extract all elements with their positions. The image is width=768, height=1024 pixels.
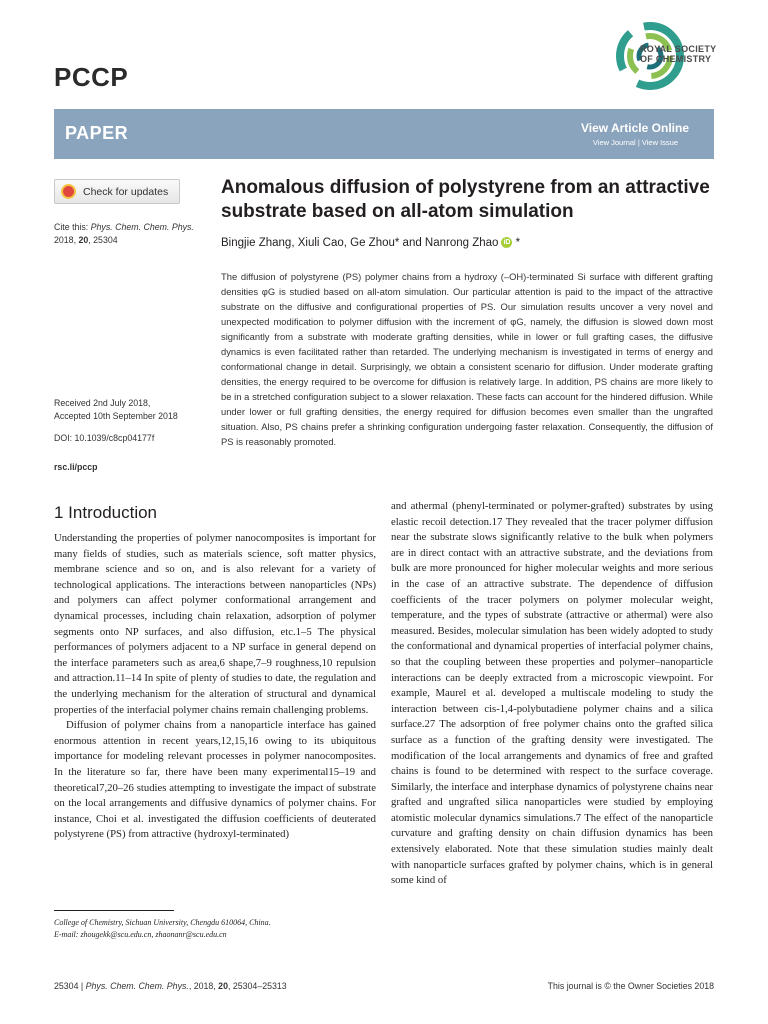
crossmark-icon [61, 184, 76, 199]
abstract: The diffusion of polystyrene (PS) polymer chains from a hydroxy (–OH)-terminated Si surface with different grafting densities φG is studied based on all-atom simulation. Our particular attention is paid to the impact of the attractive substrate on the diffusive and configurational properties of PS. Our simulation results uncover a very novel and unexpected modification to polymer diffusion with the increment of φG, namely, the diffusion is slowed down most significantly from a substrate with moderate grafting densities, while in lower or full grafting cases, the diffusive dynamics is even facilitated rather than retarded. The underlying mechanism is investigated in terms of energy and conformational change in detail. Surprisingly, we obtain a consistent scenario for diffusion. Under moderate grafting densities, the energy required to be overcome for diffusion is relatively large. In addition, PS chains are more likely to be in a stretched configuration subject to a slower relaxation. These facts can account for the hindered diffusion. While under lower or full grafting densities, the energy required for diffusion becomes even smaller than the ungrafted situation. Also, PS chains prefer a shrinking configuration undergoing faster relaxation. Consequently, the diffusion of PS is reasonably promoted. [221, 271, 713, 447]
citation: Cite this: Phys. Chem. Chem. Phys. 2018, 20, 25304 [54, 222, 194, 245]
page-footer-left: 25304 | Phys. Chem. Chem. Phys., 2018, 20, 25304–25313 [54, 981, 287, 991]
journal-name: PCCP [54, 62, 129, 92]
rsc-link[interactable]: rsc.li/pccp [54, 462, 98, 472]
article-banner [54, 109, 714, 159]
received-dates: Received 2nd July 2018, Accepted 10th September 2018 [54, 398, 178, 421]
page-footer-right: This journal is © the Owner Societies 2018 [547, 981, 714, 991]
affiliation-footnote: College of Chemistry, Sichuan University, Chengdu 610064, China. E-mail: zhougekk@scu.edu.cn, zhaonanr@scu.edu.cn [54, 918, 271, 939]
view-journal-link[interactable]: View Journal [592, 138, 636, 147]
view-article-online-link[interactable]: View Article Online [580, 121, 689, 135]
right-column [391, 499, 713, 889]
check-for-updates-label: Check for updates [83, 185, 169, 198]
left-column [54, 531, 376, 843]
article-title: Anomalous diffusion of polystyrene from an attractive substrate based on all-atom simulation [221, 177, 710, 222]
paragraph: and athermal (phenyl-terminated or polymer-grafted) substrates by using elastic recoil detection.17 They revealed that the tracer polymer diffusion near the substrate slows significantly relative to the bulk when polymers are in direct contact with an attractive substrate, and the deviations from bulk are more pronounced for higher molecular weights and more serious in the case of an attractive substrate. The dependence of diffusion coefficients of the tracer polymers on polymer molecular weight, temperature, and the types of substrate (attractive or athermal) were also measured. Besides, molecular simulation has been widely adopted to study the conformational and dynamical properties of interfacial polymer chains, so that the coupling between these properties and polymer–nanoparticle interactions can be deeply extracted from a microscopic viewpoint. For example, Maurel et al. developed a multiscale modeling to study the interaction between cis-1,4-polybutadiene polymer chains and a silica surface.27 The adsorption of free polymer chains onto the grafted silica surface as a function of the grafting density were investigated. The modification of the local arrangements and dynamics of free and grafted chains is found to be determined with respect to the surface coverage. Similarly, the interface and interphase dynamics of polystyrene chains near grafted and ungrafted silica nanoparticles were studied by employing atomistic molecular dynamics simulations.7 The effect of the nanoparticle curvature and grafting density on chain diffusion dynamics has been extensively elaborated. Note that these simulation studies mainly dealt with nanoparticle surfaces grafted by polymer chains, which is in general some kind of [391, 500, 713, 887]
footnote-rule [54, 910, 174, 911]
doi[interactable]: DOI: 10.1039/c8cp04177f [54, 433, 155, 443]
orcid-icon[interactable]: iD [503, 239, 511, 247]
author-list: Bingjie Zhang, Xiuli Cao, Ge Zhou* and Nanrong Zhao iD * [221, 237, 521, 249]
article-type: PAPER [65, 123, 129, 143]
view-issue-link[interactable]: View Issue [641, 138, 678, 147]
publisher-name: ROYAL SOCIETY OF CHEMISTRY [640, 44, 717, 64]
section-heading: 1 Introduction [54, 503, 158, 522]
paragraph: Understanding the properties of polymer nanocomposites is important for many fields of studies, such as materials science, soft matter physics, membrane science and so on, and is also relevant for a variety of technological applications. The interactions between nanoparticles (NPs) and polymers can affect polymer conformational arrangement and dynamical processes, including chain relaxation, adsorption of polymer segments onto NP surfaces, and also diffusion, etc.1–5 The physical performances of polymers adjacent to a NP surface in general depend on the interface parameters such as area,6 shape,7–9 roughness,10 repulsion and attraction.11–14 In spite of plenty of studies to date, the regulation and the underlying mechanism for the alteration of structural and dynamical properties of the interfacial polymer chains remain challenging problems. [54, 532, 376, 716]
check-for-updates-button[interactable] [54, 179, 180, 204]
paragraph: Diffusion of polymer chains from a nanoparticle interface has gained enormous attention in recent years,12,15,16 owing to its ubiquitous importance for modeling relevant processes in polymer nanocomposites. In the literature so far, there have been many experimental15–19 and theoretical7,20–26 studies attempting to investigate the impact of substrate on the local arrangements and diffusive dynamics of polymer chains. For instance, Choi et al. investigated the diffusion coefficients of deuterated polystyrene (PS) from attractive (hydroxyl-terminated) [54, 719, 376, 841]
banner-links: View Journal | View Issue [592, 138, 678, 147]
